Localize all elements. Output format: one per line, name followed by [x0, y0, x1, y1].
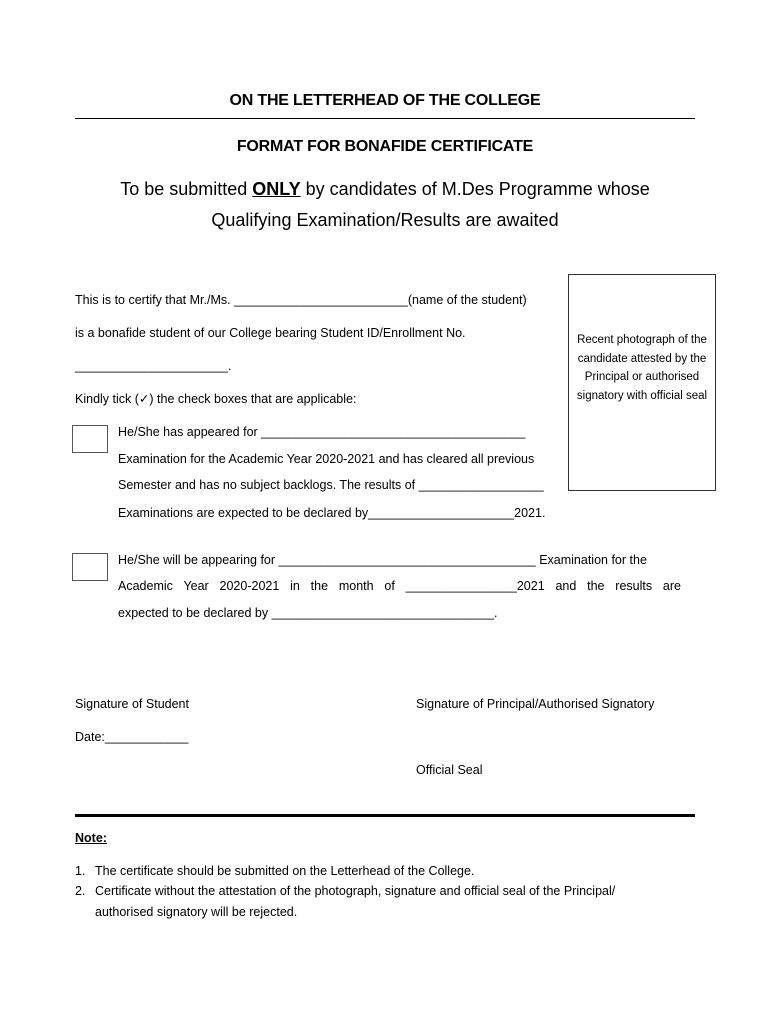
option-1-line-2: Examination for the Academic Year 2020-2021 and has cleared all previous — [118, 452, 535, 466]
photograph-box — [568, 274, 716, 491]
note-heading: Note: — [75, 831, 107, 845]
option-2-checkbox[interactable] — [72, 553, 108, 581]
header-divider — [75, 118, 695, 119]
date-label: Date:____________ — [75, 730, 189, 744]
note-item — [75, 884, 615, 898]
subtitle-post: by candidates of M.Des Programme whose — [300, 179, 650, 199]
note-number: 1. — [75, 864, 86, 878]
option-1-line-1: He/She has appeared for ______________________________________ — [118, 425, 526, 439]
subtitle-pre: To be submitted — [120, 179, 253, 199]
subtitle-emphasis: ONLY — [252, 179, 301, 199]
option-2-line-2: Academic Year 2020-2021 in the month of ________________2021 and the results are — [118, 579, 681, 593]
certificate-title: FORMAT FOR BONAFIDE CERTIFICATE — [236, 138, 534, 155]
tick-instruction: Kindly tick (✓) the check boxes that are applicable: — [75, 392, 357, 406]
principal-signature-label: Signature of Principal/Authorised Signatory — [416, 697, 655, 711]
photograph-instruction: Recent photograph of the candidate attested by the Principal or authorised signatory with official seal — [576, 334, 708, 402]
notes-divider — [75, 814, 695, 817]
option-2-line-1: He/She will be appearing for _____________________________________ Examination for the — [118, 553, 647, 567]
certify-line-1: This is to certify that Mr./Ms. _________________________(name of the student) — [75, 293, 527, 307]
note-item — [75, 905, 297, 919]
official-seal-label: Official Seal — [416, 763, 483, 777]
option-1-line-3: Semester and has no subject backlogs. The results of __________________ — [118, 478, 544, 492]
submission-instruction — [0, 174, 770, 204]
note-item — [75, 864, 474, 878]
option-1-checkbox[interactable] — [72, 425, 108, 453]
option-1-line-4: Examinations are expected to be declared by_____________________2021. — [118, 506, 546, 520]
subtitle-line-2: Qualifying Examination/Results are awaited — [211, 210, 559, 230]
certify-line-2: is a bonafide student of our College bearing Student ID/Enrollment No. — [75, 326, 466, 340]
note-number: 2. — [75, 884, 86, 898]
note-text: Certificate without the attestation of the photograph, signature and official seal of the Principal/ — [95, 884, 616, 898]
note-text: authorised signatory will be rejected. — [95, 905, 298, 919]
student-signature-label: Signature of Student — [75, 697, 189, 711]
note-text: The certificate should be submitted on the Letterhead of the College. — [95, 864, 475, 878]
certify-line-3: ______________________. — [75, 359, 232, 373]
option-2-line-3: expected to be declared by ________________________________. — [118, 606, 498, 620]
letterhead-title: ON THE LETTERHEAD OF THE COLLEGE — [229, 92, 541, 109]
